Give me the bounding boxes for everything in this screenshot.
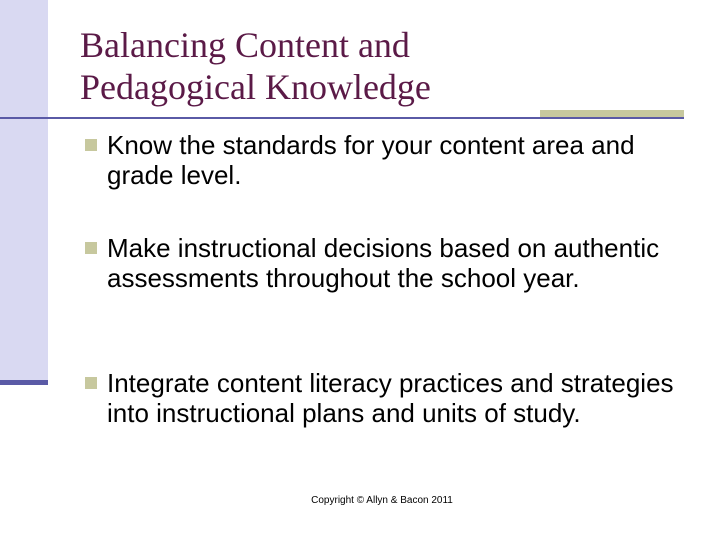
square-bullet-icon: [85, 139, 97, 151]
square-bullet-icon: [85, 377, 97, 389]
copyright-footer: Copyright © Allyn & Bacon 2011: [311, 495, 453, 506]
bullet-item: [83, 233, 693, 293]
bullet-text: Make instructional decisions based on authentic assessments throughout the school year.: [107, 233, 660, 293]
title-accent-bar: [540, 110, 684, 117]
title-line-1: Balancing Content and: [80, 25, 410, 65]
left-bar-bottom-edge: [0, 380, 48, 385]
bullet-text: Integrate content literacy practices and strategies into instructional plans and units of study.: [107, 368, 674, 428]
slide-title: [80, 24, 431, 108]
left-decorative-bar: [0, 0, 48, 385]
square-bullet-icon: [85, 242, 97, 254]
bullet-text: Know the standards for your content area and grade level.: [107, 130, 635, 190]
bullet-item: [83, 130, 693, 190]
title-line-2: Pedagogical Knowledge: [80, 67, 431, 107]
bullet-item: [83, 368, 693, 428]
title-divider-rule: [0, 117, 684, 119]
